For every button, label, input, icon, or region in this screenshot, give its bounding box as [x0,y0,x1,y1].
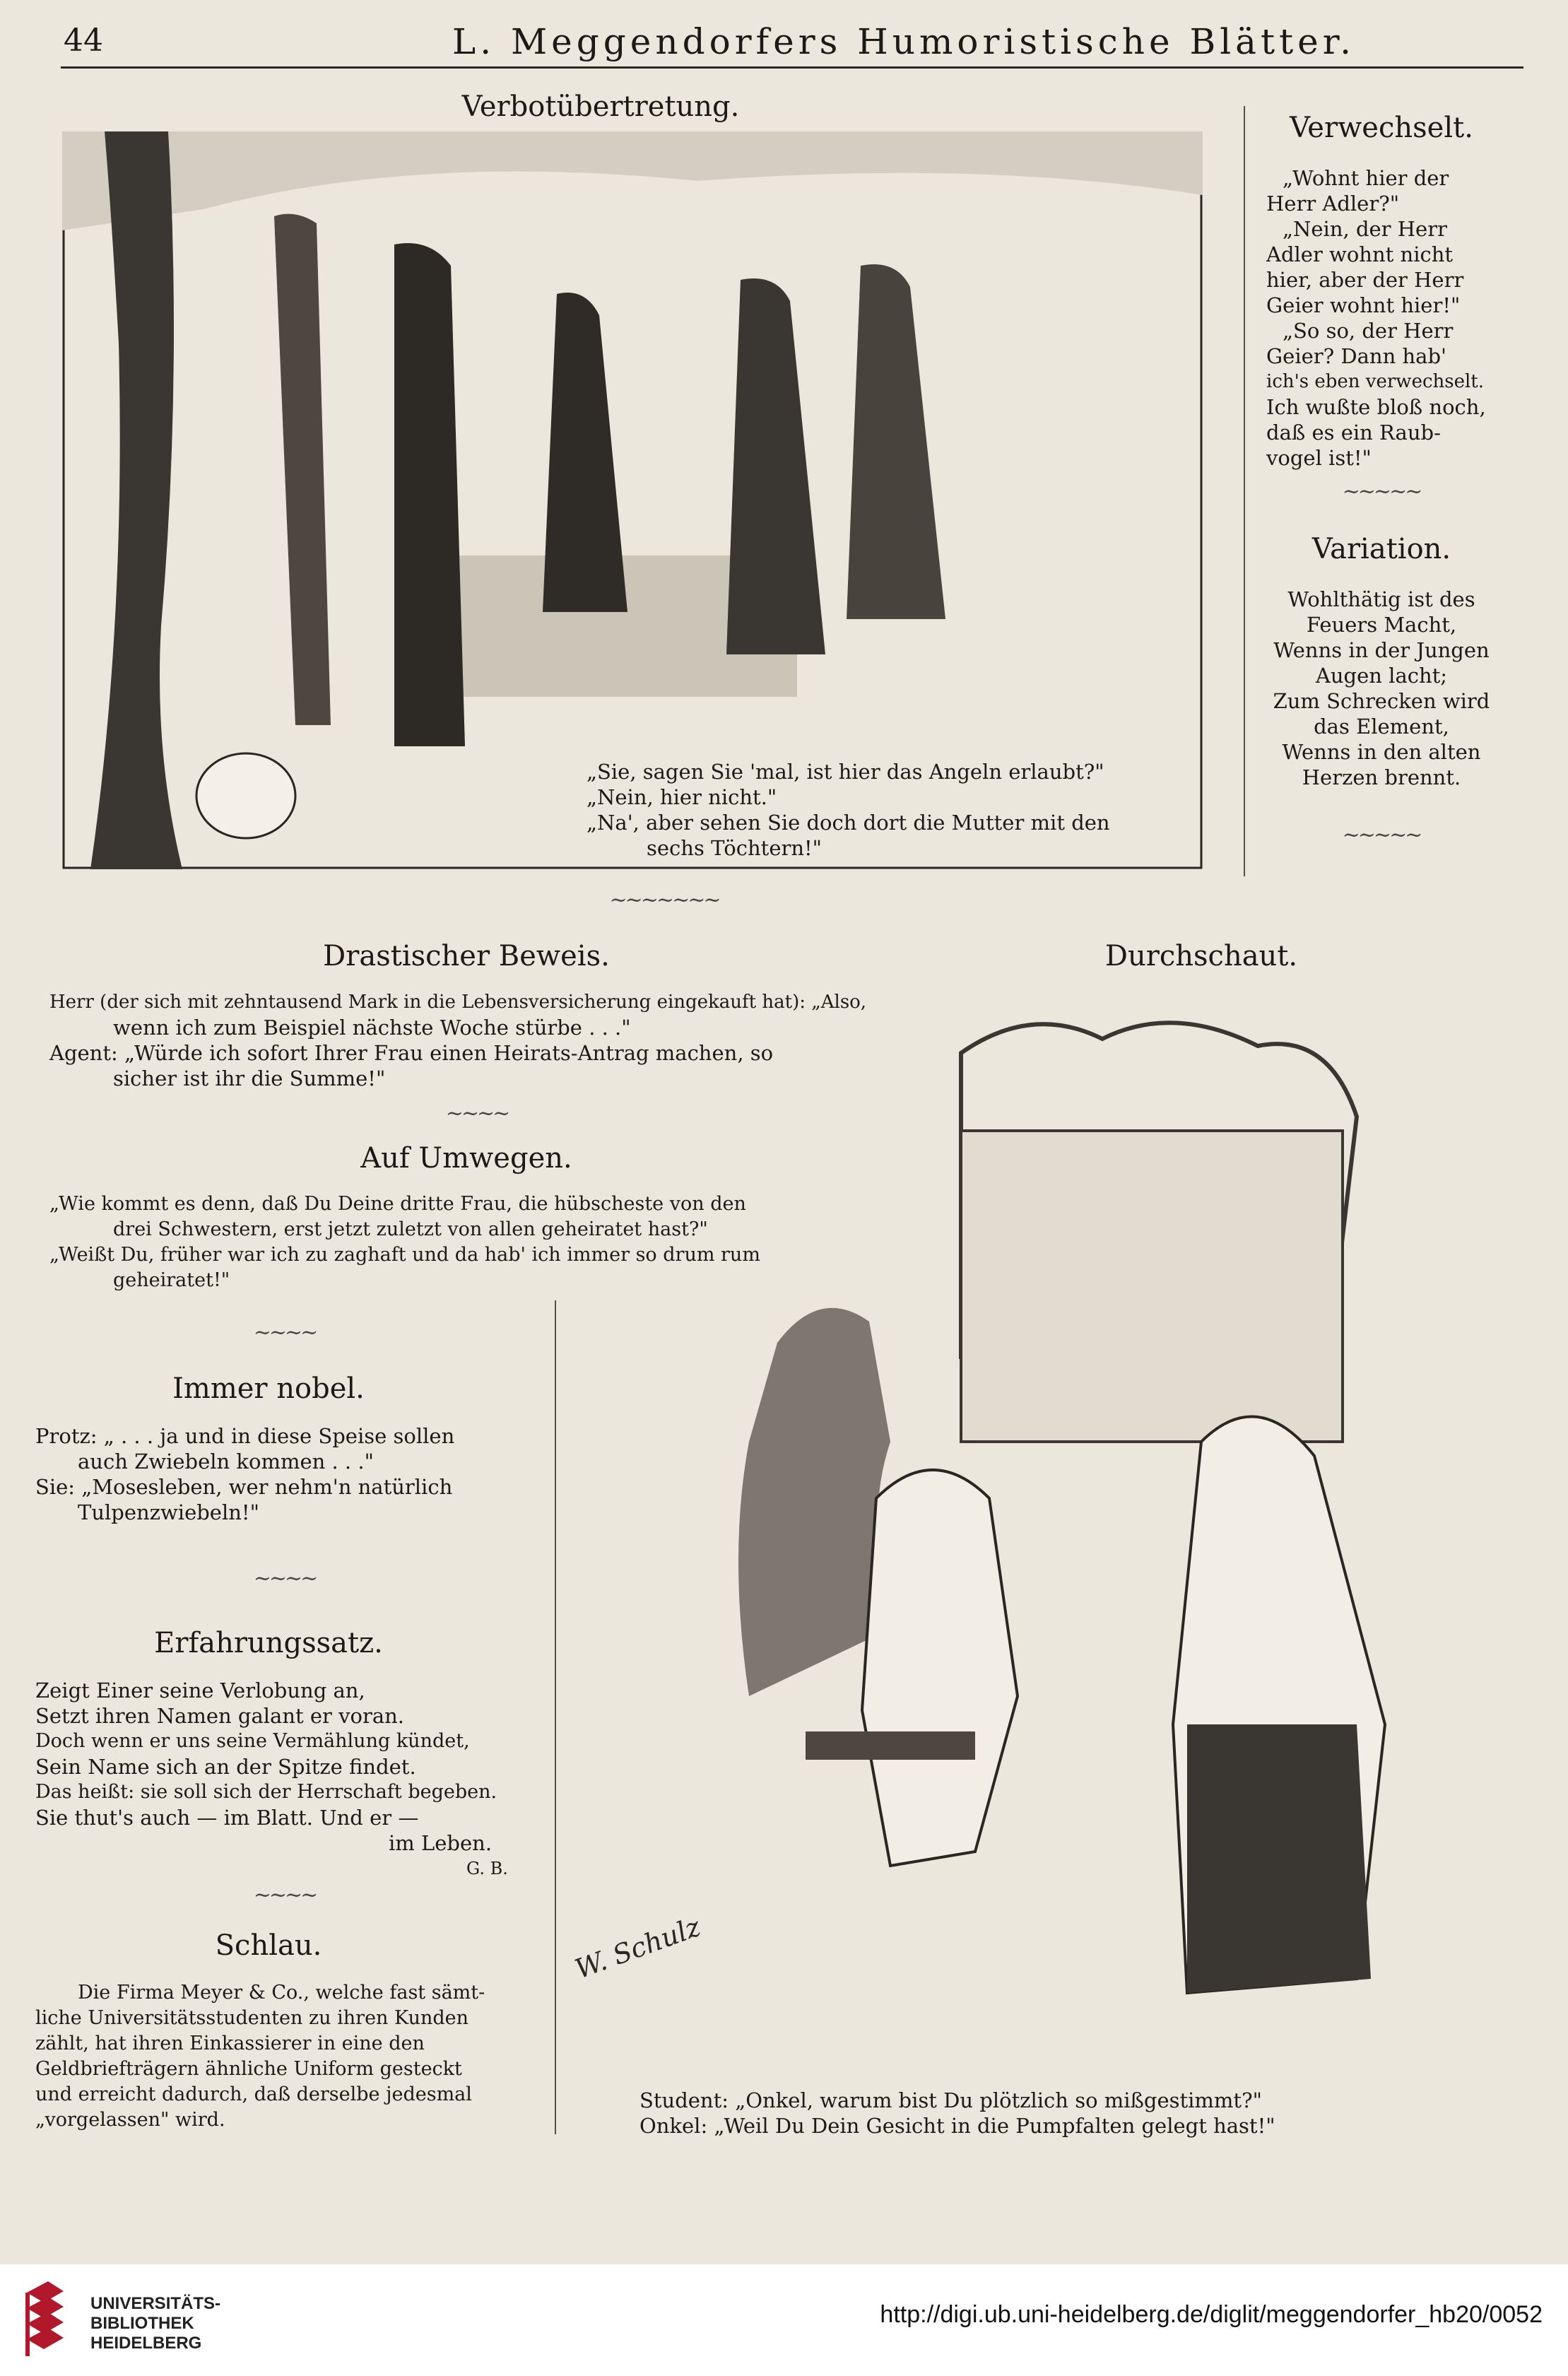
schlau-line-1: Die Firma Meyer & Co., welche fast sämt- [78,1982,485,2004]
verwechselt-line-4: Adler wohnt nicht [1266,242,1454,266]
schlau-line-2: liche Universitätsstudenten zu ihren Kunden [35,2007,469,2029]
header-rule [61,66,1523,69]
durchschaut-caption-2: Onkel: „Weil Du Dein Gesicht in die Pumpfalten gelegt hast!" [639,2114,1275,2138]
ornament-divider: ~~~~ [445,1101,509,1126]
verwechselt-line-3: „Nein, der Herr [1283,217,1447,241]
variation-line-3: Wenns in der Jungen [1273,638,1490,662]
erfahrung-line-5: Das heißt: sie soll sich der Herrschaft begeben. [35,1781,497,1803]
variation-line-4: Augen lacht; [1315,664,1448,688]
library-footer [0,2264,1568,2376]
library-name: UNIVERSITÄTS- BIBLIOTHEK HEIDELBERG [90,2294,221,2353]
erfahrung-author: G. B. [466,1859,508,1878]
drastisch-line-4: sicher ist ihr die Summe!" [113,1066,386,1090]
schlau-line-4: Geldbriefträgern ähnliche Uniform gesteckt [35,2058,462,2080]
erfahrung-line-3: Doch wenn er uns seine Vermählung kündet, [35,1730,470,1752]
schlau-line-6: „vorgelassen" wird. [35,2109,225,2131]
ornament-divider: ~~~~~ [1342,479,1421,504]
ornament-divider: ~~~~ [253,1566,317,1591]
page-number: 44 [64,23,103,59]
verwechselt-line-6: Geier wohnt hier!" [1266,293,1461,317]
verwechselt-line-12: vogel ist!" [1266,446,1372,470]
erfahrung-line-4: Sein Name sich an der Spitze findet. [35,1755,416,1779]
verwechselt-line-2: Herr Adler?" [1266,192,1400,216]
verwechselt-line-8: Geier? Dann hab' [1266,344,1447,368]
verwechselt-line-7: „So so, der Herr [1283,319,1454,343]
ub-heidelberg-logo-icon [20,2278,76,2362]
erfahrung-line-7: im Leben. [389,1831,493,1855]
erfahrung-line-1: Zeigt Einer seine Verlobung an, [35,1678,365,1702]
page-header [57,18,1526,62]
erfahrung-line-2: Setzt ihren Namen galant er voran. [35,1704,405,1728]
column-rule-right [1244,106,1245,876]
variation-line-6: das Element, [1314,714,1449,739]
verwechselt-line-9: ich's eben verwechselt. [1266,371,1485,392]
nobel-line-2: auch Zwiebeln kommen . . ." [78,1449,374,1474]
variation-line-7: Wenns in den alten [1282,740,1481,764]
variation-title: Variation. [1311,533,1451,565]
umwegen-line-1: „Wie kommt es denn, daß Du Deine dritte Frau, die hübscheste von den [49,1193,746,1215]
nobel-title: Immer nobel. [172,1372,365,1405]
verbot-title: Verbotübertretung. [461,90,740,123]
schlau-line-5: und erreicht dadurch, daß derselbe jedesmal [35,2083,472,2105]
ornament-divider: ~~~~~~~ [609,888,719,912]
drastisch-line-3: Agent: „Würde ich sofort Ihrer Frau einen Heirats-Antrag machen, so [49,1041,774,1065]
column-rule-middle [555,1300,556,2134]
erfahrung-line-6: Sie thut's auch — im Blatt. Und er — [35,1806,419,1830]
umwegen-line-2: drei Schwestern, erst jetzt zuletzt von allen geheiratet hast?" [113,1218,708,1240]
nobel-line-4: Tulpenzwiebeln!" [78,1500,259,1524]
variation-line-5: Zum Schrecken wird [1273,689,1490,713]
verwechselt-line-1: „Wohnt hier der [1283,166,1449,190]
durchschaut-caption-1: Student: „Onkel, warum bist Du plötzlich so mißgestimmt?" [639,2088,1262,2112]
verwechselt-line-11: daß es ein Raub- [1266,420,1441,445]
verwechselt-line-5: hier, aber der Herr [1266,268,1464,292]
erfahrung-title: Erfahrungssatz. [154,1627,383,1659]
nobel-line-1: Protz: „ . . . ja und in diese Speise sollen [35,1424,455,1448]
drastisch-line-1: Herr (der sich mit zehntausend Mark in die Lebensversicherung eingekauft hat): „Also, [49,992,867,1013]
drastisch-line-2: wenn ich zum Beispiel nächste Woche stürbe . . ." [113,1016,631,1040]
variation-line-8: Herzen brennt. [1302,765,1461,789]
umwegen-title: Auf Umwegen. [360,1142,572,1175]
verwechselt-line-10: Ich wußte bloß noch, [1266,395,1486,419]
ornament-divider: ~~~~ [253,1883,317,1907]
ornament-divider: ~~~~ [253,1320,317,1345]
verbot-caption-2: „Nein, hier nicht." [586,785,777,809]
verbot-caption-4: sechs Töchtern!" [647,836,823,860]
umwegen-line-4: geheiratet!" [113,1269,230,1291]
umwegen-line-3: „Weißt Du, früher war ich zu zaghaft und da hab' ich immer so drum rum [49,1244,760,1266]
publication-title: L. Meggendorfers Humoristische Blätter. [452,21,1356,62]
durchschaut-title: Durchschaut. [1104,940,1298,972]
svg-text:W. Schulz: W. Schulz [571,1910,705,1985]
verbot-caption-3: „Na', aber sehen Sie doch dort die Mutter mit den [586,811,1110,835]
nobel-line-3: Sie: „Mosesleben, wer nehm'n natürlich [35,1475,453,1499]
durchschaut-illustration [565,989,1505,2092]
drastisch-title: Drastischer Beweis. [323,940,610,972]
variation-line-2: Feuers Macht, [1306,613,1457,637]
ornament-divider: ~~~~~ [1342,823,1421,847]
verwechselt-title: Verwechselt. [1290,112,1473,144]
schlau-line-3: zählt, hat ihren Einkassierer in eine den [35,2033,425,2054]
verbot-caption-1: „Sie, sagen Sie 'mal, ist hier das Angeln erlaubt?" [586,760,1104,784]
source-url-link[interactable]: http://digi.ub.uni-heidelberg.de/diglit/meggendorfer_hb20/0052 [880,2301,1543,2328]
schlau-title: Schlau. [215,1929,322,1962]
variation-line-1: Wohlthätig ist des [1287,587,1475,611]
